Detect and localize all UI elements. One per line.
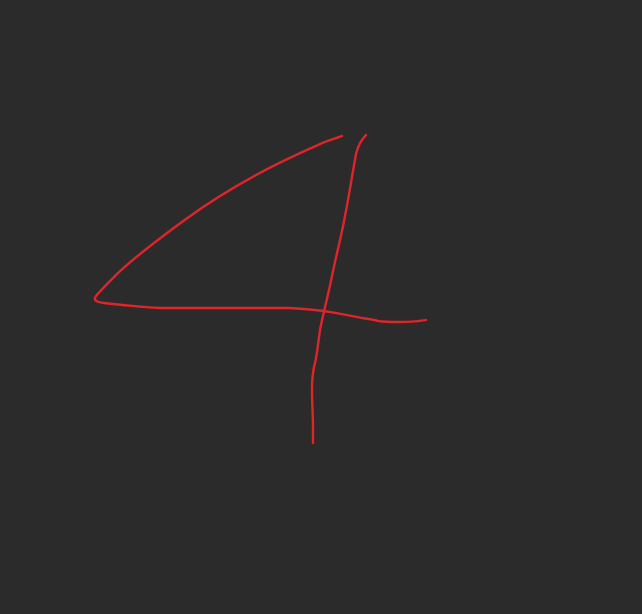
pen-stroke-vertical-stem [312,135,366,443]
pen-stroke-diagonal-and-crossbar [95,136,426,322]
